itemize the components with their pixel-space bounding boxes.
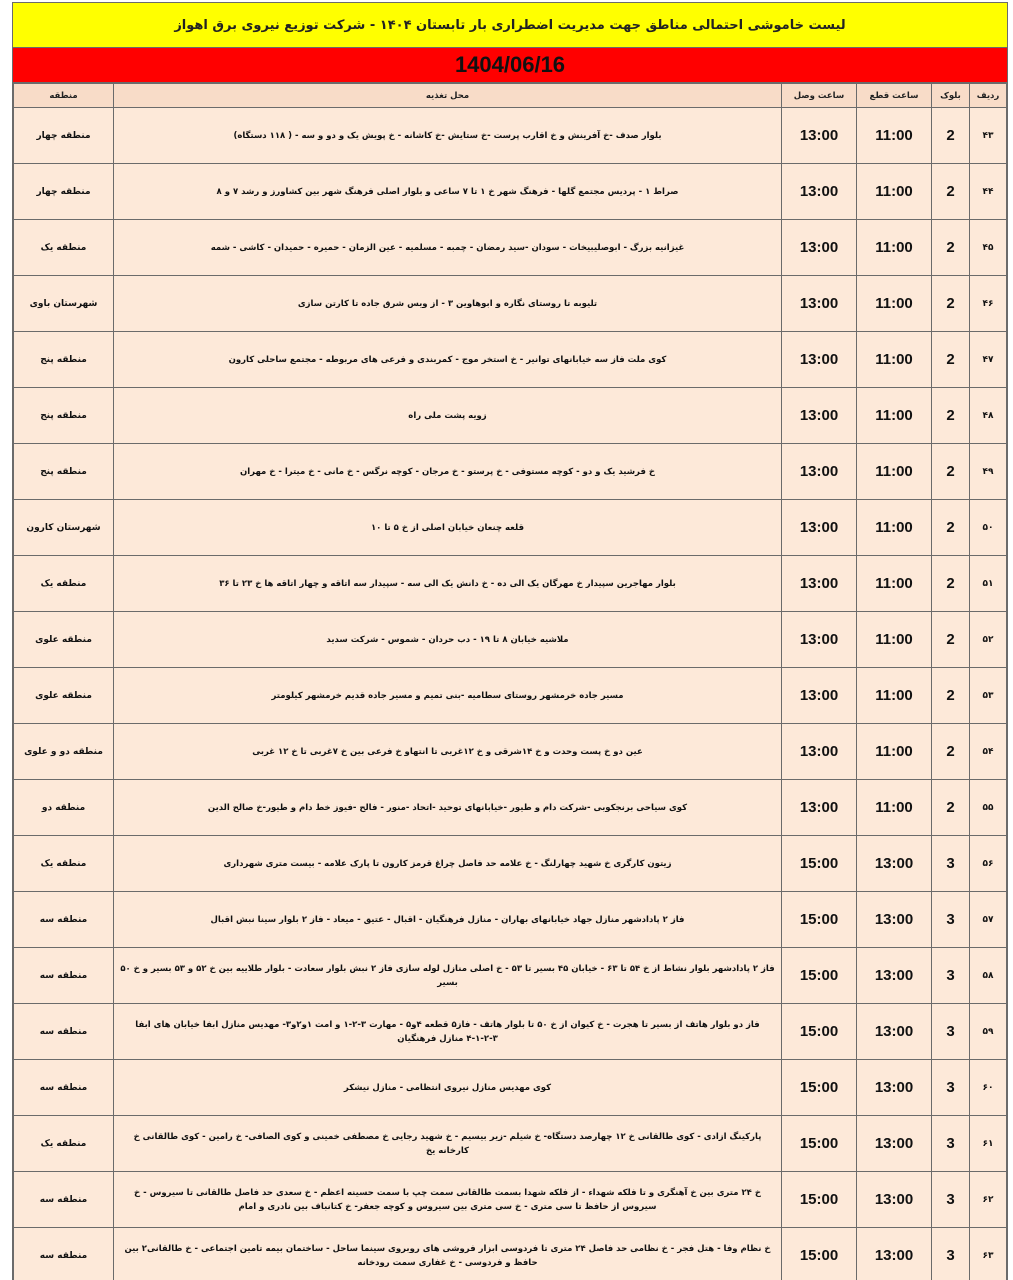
region-cell: منطقه یک <box>14 836 114 892</box>
row-number-cell: ۶۲ <box>970 1172 1007 1228</box>
block-cell: 2 <box>932 780 970 836</box>
connect-time-cell: 13:00 <box>782 668 857 724</box>
table-row <box>14 1060 1007 1116</box>
table-row <box>14 1172 1007 1228</box>
cut-time-cell: 11:00 <box>857 444 932 500</box>
block-cell: 2 <box>932 556 970 612</box>
page-title: لیست خاموشی احتمالی مناطق جهت مدیریت اضطراری بار تابستان ۱۴۰۴ - شرکت توزیع نیروی برق اهواز <box>13 3 1007 48</box>
region-cell: منطقه سه <box>14 1228 114 1280</box>
table-row <box>14 1004 1007 1060</box>
row-number-cell: ۵۶ <box>970 836 1007 892</box>
table-row <box>14 164 1007 220</box>
block-cell: 3 <box>932 1116 970 1172</box>
connect-time-cell: 13:00 <box>782 220 857 276</box>
place-cell: کوی سیاحی برنجکوبی -شرکت دام و طیور -خیابانهای توحید -اتحاد -منور - فالح -فیوز خط دام و طیور-خ صالح الدین <box>114 780 782 836</box>
block-cell: 3 <box>932 1004 970 1060</box>
place-cell: فاز دو بلوار هاتف از بسیر تا هجرت - خ کیوان از خ ۵۰ تا بلوار هاتف - فاز۵ قطعه ۴و۵ - مهارت ۳-۲-۱ و امت ۱و۲و۳- مهدیس منازل ابفا خیابان های ابفا ۳-۲-۱-۴ منازل فرهنگیان <box>114 1004 782 1060</box>
place-cell: فاز ۲ پادادشهر منازل جهاد خیابانهای بهاران - منازل فرهنگیان - اقبال - عتیق - میعاد - فاز ۲ بلوار سینا نبش اقبال <box>114 892 782 948</box>
header-cut-time: ساعت قطع <box>857 84 932 108</box>
table-row <box>14 108 1007 164</box>
table-row <box>14 668 1007 724</box>
place-cell: عین دو خ پست وحدت و خ ۱۴شرقی و خ ۱۲غربی تا انتهاو خ فرعی بین خ ۷غربی تا خ ۱۲ غربی <box>114 724 782 780</box>
connect-time-cell: 13:00 <box>782 724 857 780</box>
place-cell: خ فرشید یک و دو - کوچه مستوفی - خ پرستو - خ مرجان - کوچه نرگس - خ مانی - خ میترا - خ مهران <box>114 444 782 500</box>
header-region: منطقه <box>14 84 114 108</box>
block-cell: 3 <box>932 836 970 892</box>
region-cell: منطقه پنج <box>14 388 114 444</box>
place-cell: ملاشیه خیابان ۸ تا ۱۹ - دب حردان - شموس - شرکت سدید <box>114 612 782 668</box>
block-cell: 2 <box>932 668 970 724</box>
region-cell: منطقه یک <box>14 1116 114 1172</box>
table-row <box>14 892 1007 948</box>
connect-time-cell: 15:00 <box>782 836 857 892</box>
row-number-cell: ۵۷ <box>970 892 1007 948</box>
row-number-cell: ۴۷ <box>970 332 1007 388</box>
region-cell: منطقه دو و علوی <box>14 724 114 780</box>
block-cell: 2 <box>932 108 970 164</box>
cut-time-cell: 11:00 <box>857 500 932 556</box>
region-cell: شهرستان باوی <box>14 276 114 332</box>
block-cell: 2 <box>932 332 970 388</box>
place-cell: بلوار صدف -خ آفرینش و خ اقارب پرست -خ ستایش -خ کاشانه - خ پویش یک و دو و سه - ( ۱۱۸ دستگاه) <box>114 108 782 164</box>
place-cell: تلیوبه تا روستای نگاره و ابوهاوین ۳ - از ویس شرق جاده تا کارتن سازی <box>114 276 782 332</box>
header-row-number: ردیف <box>970 84 1007 108</box>
place-cell: پارکینگ ازادی - کوی طالقانی خ ۱۲ چهارصد دستگاه- خ شیلم -زیر بیسیم - خ شهید رجایی خ مصطفی خمینی و کوی الصافی- خ رامین - کوی طالقانی خ کارخانه یخ <box>114 1116 782 1172</box>
cut-time-cell: 13:00 <box>857 1228 932 1280</box>
region-cell: منطقه علوی <box>14 668 114 724</box>
cut-time-cell: 11:00 <box>857 780 932 836</box>
region-cell: منطقه سه <box>14 948 114 1004</box>
connect-time-cell: 13:00 <box>782 780 857 836</box>
connect-time-cell: 13:00 <box>782 332 857 388</box>
region-cell: شهرستان کارون <box>14 500 114 556</box>
row-number-cell: ۵۱ <box>970 556 1007 612</box>
place-cell: کوی ملت فاز سه خیابانهای توانیر - خ استخر موج - کمربندی و فرعی های مربوطه - مجتمع ساحلی کارون <box>114 332 782 388</box>
row-number-cell: ۵۵ <box>970 780 1007 836</box>
place-cell: زویه پشت ملی راه <box>114 388 782 444</box>
block-cell: 2 <box>932 220 970 276</box>
cut-time-cell: 13:00 <box>857 892 932 948</box>
table-row <box>14 276 1007 332</box>
table-body <box>14 108 1007 1280</box>
row-number-cell: ۶۱ <box>970 1116 1007 1172</box>
region-cell: منطقه پنج <box>14 444 114 500</box>
place-cell: خ نظام وفا - هتل فجر - خ نظامی حد فاصل ۲۴ متری تا فردوسی ابزار فروشی های روبروی سینما ساحل - ساختمان بیمه تامین اجتماعی - خ طالقانی۲ بین حافظ و فردوسی - خ غفاری سمت رودخانه <box>114 1228 782 1280</box>
cut-time-cell: 11:00 <box>857 556 932 612</box>
cut-time-cell: 11:00 <box>857 668 932 724</box>
region-cell: منطقه پنج <box>14 332 114 388</box>
table-row <box>14 444 1007 500</box>
table-row <box>14 1228 1007 1280</box>
block-cell: 2 <box>932 444 970 500</box>
region-cell: منطقه چهار <box>14 108 114 164</box>
region-cell: منطقه یک <box>14 556 114 612</box>
block-cell: 2 <box>932 612 970 668</box>
header-block: بلوک <box>932 84 970 108</box>
cut-time-cell: 13:00 <box>857 1004 932 1060</box>
region-cell: منطقه علوی <box>14 612 114 668</box>
place-cell: بلوار مهاجرین سپیدار خ مهرگان یک الی ده - خ دانش یک الی سه - سپیدار سه اتاقه و چهار اتاقه ها خ ۲۳ تا ۳۶ <box>114 556 782 612</box>
place-cell: کوی مهدیس منازل نیروی انتظامی - منازل نیشکر <box>114 1060 782 1116</box>
block-cell: 2 <box>932 276 970 332</box>
table-row <box>14 612 1007 668</box>
table-row <box>14 556 1007 612</box>
date-banner: 1404/06/16 <box>13 48 1007 83</box>
connect-time-cell: 13:00 <box>782 500 857 556</box>
row-number-cell: ۶۰ <box>970 1060 1007 1116</box>
cut-time-cell: 13:00 <box>857 1116 932 1172</box>
row-number-cell: ۴۴ <box>970 164 1007 220</box>
connect-time-cell: 13:00 <box>782 612 857 668</box>
cut-time-cell: 11:00 <box>857 220 932 276</box>
connect-time-cell: 13:00 <box>782 444 857 500</box>
connect-time-cell: 13:00 <box>782 276 857 332</box>
connect-time-cell: 13:00 <box>782 108 857 164</box>
cut-time-cell: 13:00 <box>857 1060 932 1116</box>
outage-table <box>13 83 1007 1280</box>
cut-time-cell: 13:00 <box>857 1172 932 1228</box>
connect-time-cell: 13:00 <box>782 556 857 612</box>
cut-time-cell: 11:00 <box>857 108 932 164</box>
cut-time-cell: 13:00 <box>857 948 932 1004</box>
row-number-cell: ۵۲ <box>970 612 1007 668</box>
connect-time-cell: 15:00 <box>782 948 857 1004</box>
block-cell: 3 <box>932 948 970 1004</box>
row-number-cell: ۴۶ <box>970 276 1007 332</box>
block-cell: 2 <box>932 724 970 780</box>
table-row <box>14 388 1007 444</box>
table-row <box>14 836 1007 892</box>
table-row <box>14 220 1007 276</box>
block-cell: 3 <box>932 892 970 948</box>
table-header-row <box>14 84 1007 108</box>
row-number-cell: ۵۴ <box>970 724 1007 780</box>
block-cell: 2 <box>932 388 970 444</box>
table-row <box>14 1116 1007 1172</box>
row-number-cell: ۵۰ <box>970 500 1007 556</box>
block-cell: 3 <box>932 1228 970 1280</box>
connect-time-cell: 13:00 <box>782 164 857 220</box>
row-number-cell: ۴۸ <box>970 388 1007 444</box>
place-cell: خ ۲۴ متری بین خ آهنگری و تا فلکه شهداء - از فلکه شهدا بسمت طالقانی سمت چپ با سمت حسینه اعظم - خ سعدی حد فاصل طالقانی تا سیروس - خ سیروس از حافظ تا سی متری - خ سی متری بین سیروس و کوچه جعفر- خ کتانباف بین نادری و امام <box>114 1172 782 1228</box>
cut-time-cell: 11:00 <box>857 276 932 332</box>
row-number-cell: ۶۳ <box>970 1228 1007 1280</box>
region-cell: منطقه سه <box>14 1004 114 1060</box>
header-place: محل تغذیه <box>114 84 782 108</box>
region-cell: منطقه چهار <box>14 164 114 220</box>
region-cell: منطقه سه <box>14 1172 114 1228</box>
place-cell: زیتون کارگری خ شهید چهارلنگ - خ علامه حد فاصل چراغ قرمز کارون تا پارک علامه - بیست متری شهرداری <box>114 836 782 892</box>
connect-time-cell: 13:00 <box>782 388 857 444</box>
cut-time-cell: 13:00 <box>857 836 932 892</box>
connect-time-cell: 15:00 <box>782 1116 857 1172</box>
place-cell: غیزانیه بزرگ - ابوصلیبیخات - سودان -سید رمضان - چمبه - مسلمیه - عین الزمان - حمیره - حمیدان - کاشی - شمه <box>114 220 782 276</box>
row-number-cell: ۴۹ <box>970 444 1007 500</box>
block-cell: 2 <box>932 164 970 220</box>
region-cell: منطقه سه <box>14 1060 114 1116</box>
row-number-cell: ۴۳ <box>970 108 1007 164</box>
cut-time-cell: 11:00 <box>857 164 932 220</box>
header-connect-time: ساعت وصل <box>782 84 857 108</box>
connect-time-cell: 15:00 <box>782 892 857 948</box>
place-cell: فاز ۲ پادادشهر بلوار نشاط از خ ۵۴ تا ۶۳ - خیابان ۴۵ بسیر تا ۵۳ - خ اصلی منازل لوله سازی فاز ۲ نبش بلوار سعادت - بلوار طلاییه بین خ ۵۲ و ۵۳ بسیر و خ ۵۰ بسیر <box>114 948 782 1004</box>
cut-time-cell: 11:00 <box>857 332 932 388</box>
block-cell: 2 <box>932 500 970 556</box>
cut-time-cell: 11:00 <box>857 388 932 444</box>
row-number-cell: ۴۵ <box>970 220 1007 276</box>
region-cell: منطقه یک <box>14 220 114 276</box>
place-cell: مسیر جاده خرمشهر روستای سطامیه -بنی تمیم و مسیر جاده قدیم خرمشهر کیلومتر <box>114 668 782 724</box>
cut-time-cell: 11:00 <box>857 612 932 668</box>
row-number-cell: ۵۳ <box>970 668 1007 724</box>
cut-time-cell: 11:00 <box>857 724 932 780</box>
connect-time-cell: 15:00 <box>782 1172 857 1228</box>
place-cell: صراط ۱ - پردیس مجتمع گلها - فرهنگ شهر خ ۱ تا ۷ ساعی و بلوار اصلی فرهنگ شهر بین کشاورز و رشد ۷ و ۸ <box>114 164 782 220</box>
block-cell: 3 <box>932 1172 970 1228</box>
place-cell: قلعه چنعان خیابان اصلی از خ ۵ تا ۱۰ <box>114 500 782 556</box>
schedule-sheet <box>12 2 1008 1280</box>
table-row <box>14 332 1007 388</box>
connect-time-cell: 15:00 <box>782 1228 857 1280</box>
table-row <box>14 724 1007 780</box>
region-cell: منطقه دو <box>14 780 114 836</box>
table-row <box>14 780 1007 836</box>
connect-time-cell: 15:00 <box>782 1060 857 1116</box>
table-row <box>14 500 1007 556</box>
table-row <box>14 948 1007 1004</box>
region-cell: منطقه سه <box>14 892 114 948</box>
row-number-cell: ۵۹ <box>970 1004 1007 1060</box>
row-number-cell: ۵۸ <box>970 948 1007 1004</box>
connect-time-cell: 15:00 <box>782 1004 857 1060</box>
block-cell: 3 <box>932 1060 970 1116</box>
